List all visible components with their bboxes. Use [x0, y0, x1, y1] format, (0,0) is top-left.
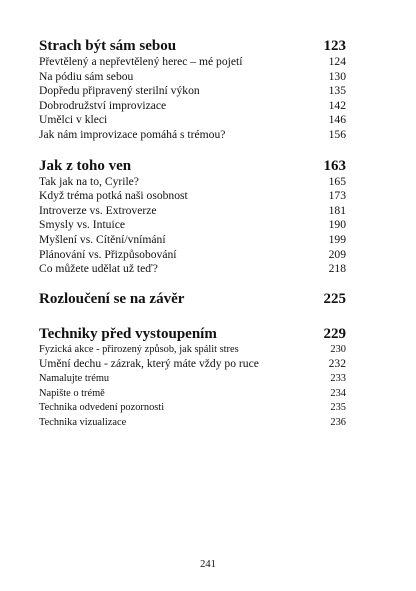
toc-entry-title: Když tréma potká naši osobnost [39, 189, 188, 203]
toc-heading [39, 37, 346, 55]
toc-entry-page: 173 [328, 189, 346, 203]
toc-heading-page: 229 [323, 325, 346, 342]
toc-entry [39, 99, 346, 114]
toc-entry [39, 357, 346, 372]
toc-entry-page: 181 [328, 203, 346, 217]
section-spacer [39, 277, 346, 290]
toc-entry [39, 84, 346, 99]
toc-entry-page: 156 [328, 127, 346, 141]
toc-entry-page: 190 [328, 218, 346, 232]
toc-entry [39, 416, 346, 431]
toc-entry-page: 233 [330, 372, 346, 384]
toc-heading [39, 157, 346, 175]
section-spacer [39, 308, 346, 325]
toc-entry-title: Převtělený a nepřevtělený herec – mé pojetí [39, 55, 243, 68]
toc-entry-page: 135 [328, 84, 346, 98]
toc-section [39, 157, 346, 277]
toc-entry [39, 248, 346, 263]
toc-entry-title: Fyzická akce - přirozený způsob, jak spálit stres [39, 343, 239, 355]
toc-entry-page: 218 [328, 262, 346, 276]
toc-entry-title: Plánování vs. Přizpůsobování [39, 247, 177, 261]
toc-entry-page: 124 [328, 55, 346, 68]
toc-entry-page: 234 [330, 387, 346, 399]
toc-heading [39, 325, 346, 343]
section-spacer [39, 143, 346, 157]
toc-heading-page: 163 [323, 157, 346, 174]
toc-section [39, 37, 346, 143]
toc-entry [39, 218, 346, 233]
toc-entry-title: Napište o trémě [39, 387, 105, 399]
toc-section [39, 290, 346, 308]
toc-entry-title: Na pódiu sám sebou [39, 69, 134, 83]
table-of-contents [39, 37, 346, 430]
toc-entry-title: Dobrodružství improvizace [39, 98, 167, 112]
toc-entry [39, 387, 346, 402]
toc-entry-page: 142 [328, 98, 346, 112]
toc-section [39, 325, 346, 431]
toc-heading [39, 290, 346, 308]
toc-entry-page: 235 [330, 402, 346, 414]
toc-entry [39, 189, 346, 204]
toc-entry-page: 209 [328, 247, 346, 261]
page-number: 241 [200, 559, 216, 570]
toc-entry [39, 204, 346, 219]
toc-entry-title: Jak nám improvizace pomáhá s trémou? [39, 127, 226, 141]
toc-entry-title: Technika vizualizace [39, 416, 127, 428]
toc-entry-page: 146 [328, 113, 346, 127]
toc-entry-page: 232 [328, 357, 346, 371]
toc-heading-title: Strach být sám sebou [39, 38, 177, 54]
toc-entry-title: Myšlení vs. Cítění/vnímání [39, 232, 166, 246]
toc-entry-title: Co můžete udělat už teď? [39, 262, 158, 276]
toc-entry-page: 130 [328, 69, 346, 83]
toc-heading-title: Techniky před vystoupením [39, 325, 217, 342]
toc-entry [39, 343, 346, 358]
toc-entry [39, 113, 346, 128]
toc-entry-page: 199 [328, 232, 346, 246]
toc-entry [39, 128, 346, 143]
toc-entry-title: Umělci v kleci [39, 113, 108, 127]
toc-heading-title: Jak z toho ven [39, 157, 132, 174]
toc-entry [39, 262, 346, 277]
toc-entry-title: Smysly vs. Intuice [39, 218, 125, 232]
toc-entry-page: 236 [330, 416, 346, 428]
toc-entry [39, 55, 346, 70]
toc-entry-title: Technika odvedení pozornosti [39, 402, 165, 414]
toc-entry [39, 233, 346, 248]
toc-entry-page: 230 [330, 343, 346, 355]
toc-entry-title: Tak jak na to, Cyrile? [39, 174, 139, 188]
toc-entry-title: Umění dechu - zázrak, který máte vždy po ruce [39, 357, 259, 371]
toc-entry-title: Dopředu připravený sterilní výkon [39, 84, 200, 98]
toc-entry [39, 401, 346, 416]
toc-entry-title: Namalujte trému [39, 372, 110, 384]
toc-entry-title: Introverze vs. Extroverze [39, 203, 157, 217]
toc-heading-page: 123 [323, 38, 346, 54]
toc-entry-page: 165 [328, 174, 346, 188]
toc-entry [39, 70, 346, 85]
toc-heading-title: Rozloučení se na závěr [39, 290, 185, 307]
toc-heading-page: 225 [323, 290, 346, 307]
toc-entry [39, 372, 346, 387]
toc-entry [39, 175, 346, 190]
